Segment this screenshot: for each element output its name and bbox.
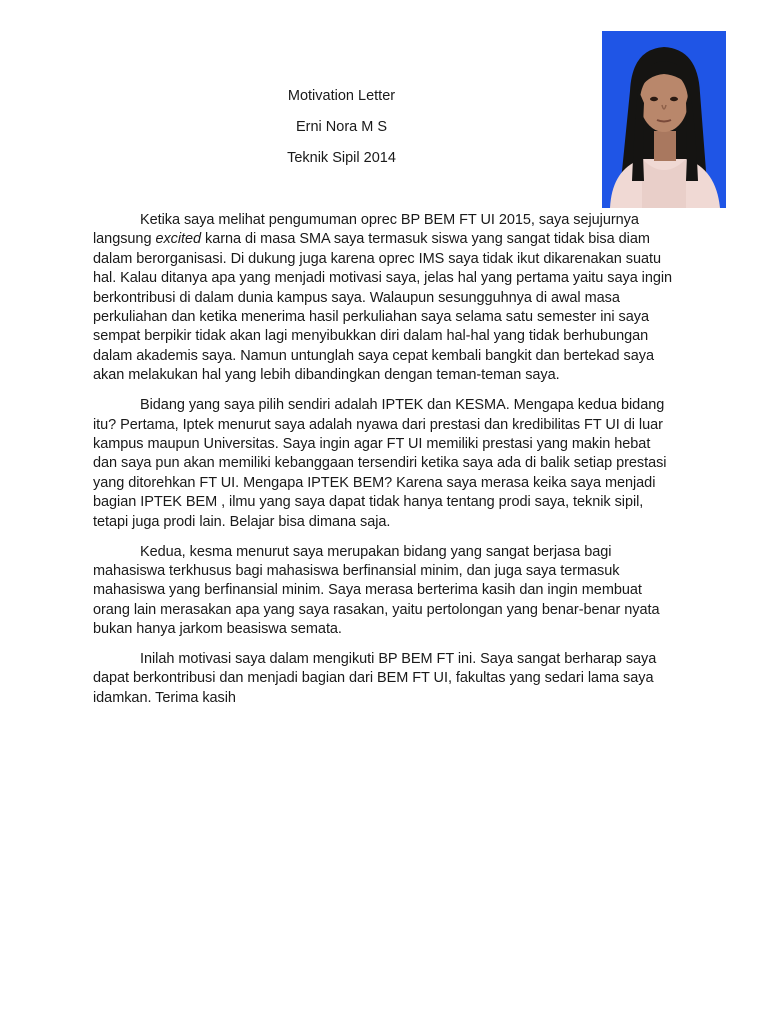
paragraph-4: Inilah motivasi saya dalam mengikuti BP BEM FT ini. Saya sangat berharap saya dapat berkontribusi dan menjadi bagian dari BEM FT UI, fakultas yang sedari lama saya idamkan. Terima kasih — [93, 651, 657, 706]
letter-body — [93, 211, 675, 719]
paragraph-1-text-b: karna di masa SMA saya termasuk siswa yang sangat tidak bisa diam dalam berorganisasi. Di dukung juga karena oprec IMS saya tidak ikut dikarenakan suatu hal. Kalau ditanya apa yang menjadi motivasi saya, jelas hal yang pertama yaitu saya ingin berkontribusi di dalam dunia kampus saya. Walaupun sesungguhnya di awal masa perkuliahan dan ketika menerima hasil perkuliahan saya selama satu semester ini saya sempat berpikir tidak akan lagi menyibukkan diri dalam hal-hal yang tidak berhubungan dalam akademis saya. Namun untunglah saya cepat kembali bangkit dan bertekad saya akan melakukan hal yang lebih dibandingkan dengan teman-teman saya. — [93, 231, 673, 384]
paragraph-1 — [93, 211, 675, 386]
portrait-illustration — [602, 31, 726, 208]
author-program: Teknik Sipil 2014 — [287, 150, 396, 166]
profile-photo — [602, 31, 726, 208]
paragraph-1-text-a: Ketika saya melihat pengumuman oprec BP BEM FT UI 2015, saya sejujurnya langsung — [93, 212, 639, 248]
paragraph-1-italic: excited — [155, 231, 202, 248]
paragraph-2: Bidang yang saya pilih sendiri adalah IPTEK dan KESMA. Mengapa kedua bidang itu? Pertama, Iptek menurut saya adalah nyawa dari prestasi dan kredibilitas FT UI di luar kampus maupun Universitas. Saya ingin agar FT UI memiliki prestasi yang makin hebat dan saya pun akan memiliki kebanggaan tersendiri ketika saya ada di balik setiap prestasi yang ditorehkan FT UI. Mengapa IPTEK BEM? Karena saya merasa keika saya menjadi bagian IPTEK BEM , ilmu yang saya dapat tidak hanya tentang prodi saya, teknik sipil, tetapi juga prodi lain. Belajar bisa dimana saja. — [93, 397, 667, 530]
paragraph-3: Kedua, kesma menurut saya merupakan bidang yang sangat berjasa bagi mahasiswa terkhusus bagi mahasiswa berfinansial minim, dan juga saya termasuk mahasiswa yang berfinansial minim. Saya merasa berterima kasih dan ingin membuat orang lain merasakan apa yang saya rasakan, yaitu pertolongan yang benar-benar nyata bukan hanya jarkom beasiswa semata. — [93, 543, 660, 638]
author-name: Erni Nora M S — [295, 119, 388, 135]
letter-title: Motivation Letter — [287, 88, 396, 104]
letter-header — [200, 86, 483, 168]
